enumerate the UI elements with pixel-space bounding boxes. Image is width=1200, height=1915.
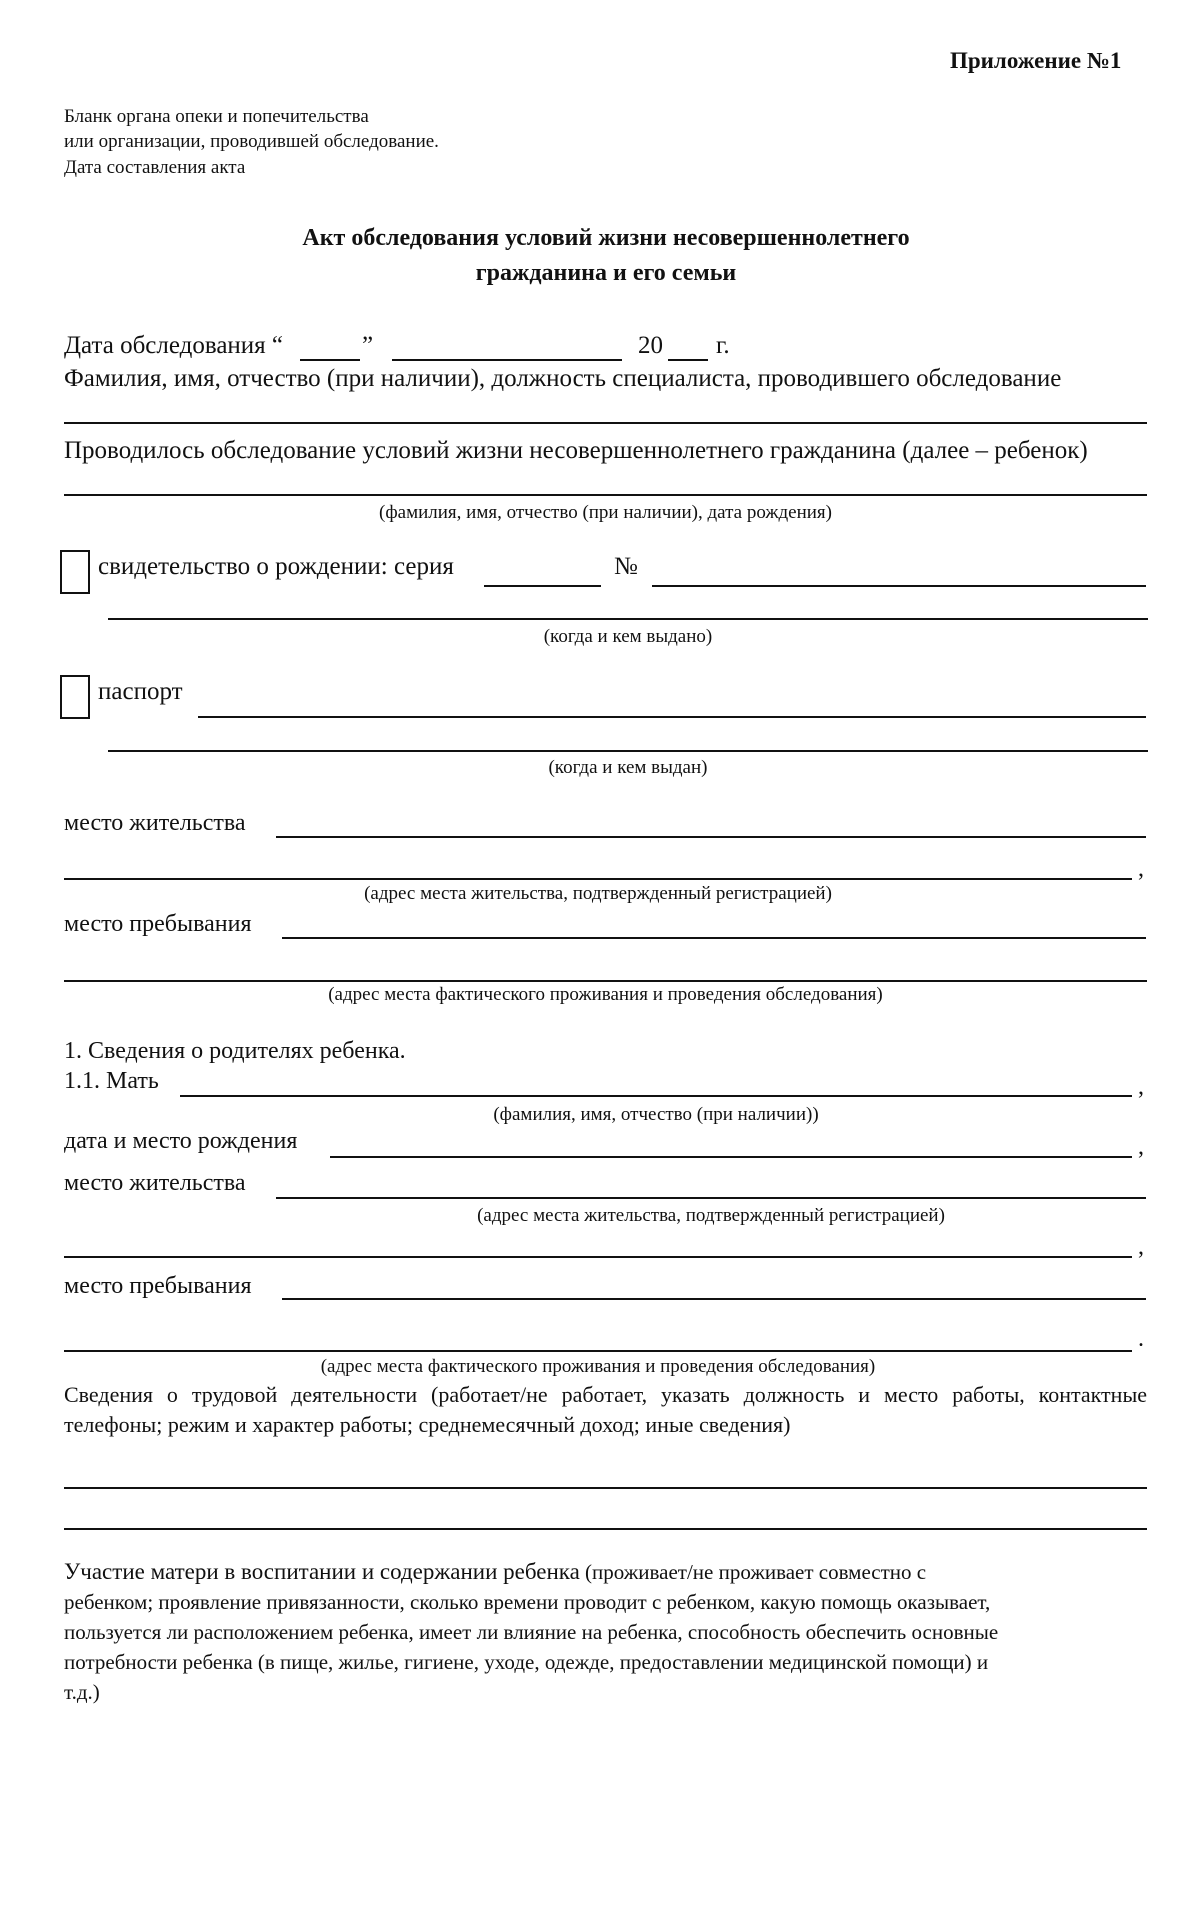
mother-residence-field[interactable] <box>276 1197 1146 1199</box>
passport-field[interactable] <box>198 716 1146 718</box>
residence-comma: , <box>1138 856 1144 882</box>
specialist-label: Фамилия, имя, отчество (при наличии), должность специалиста, проводившего обследование <box>64 365 1062 392</box>
mother-participation-line-5: т.д.) <box>64 1680 100 1704</box>
mother-name-hint: (фамилия, имя, отчество (при наличии)) <box>493 1104 819 1125</box>
document-title-line-2: гражданина и его семьи <box>475 260 737 286</box>
form-note-line-1: Бланк органа опеки и попечительства <box>64 106 369 127</box>
stay-label: место пребывания <box>64 911 252 937</box>
passport-issued-field[interactable] <box>108 750 1148 752</box>
inspection-date-quote-close: ” <box>362 332 374 359</box>
employment-info-text: Сведения о трудовой деятельности (работает/не работает, указать должность и место работы, контактные телефоны; режим и характер работы; среднемесячный доход; иные сведения) <box>64 1382 1147 1437</box>
section-parents-title: 1. Сведения о родителях ребенка. <box>64 1038 406 1064</box>
birth-certificate-number-field[interactable] <box>652 585 1146 587</box>
mother-birth-comma: , <box>1138 1134 1144 1160</box>
mother-residence-label: место жительства <box>64 1170 246 1196</box>
birth-certificate-number-sign: № <box>614 553 638 580</box>
residence-hint: (адрес места жительства, подтвержденный регистрацией) <box>364 883 832 904</box>
mother-birth-field[interactable] <box>330 1156 1132 1158</box>
mother-label: 1.1. Мать <box>64 1068 159 1094</box>
mother-birth-label: дата и место рождения <box>64 1128 298 1154</box>
mother-participation-text <box>64 1557 1147 1707</box>
passport-hint: (когда и кем выдан) <box>548 757 708 778</box>
passport-checkbox[interactable] <box>60 675 90 719</box>
mother-name-field[interactable] <box>180 1095 1132 1097</box>
birth-certificate-issued-field[interactable] <box>108 618 1148 620</box>
child-field[interactable] <box>64 494 1147 496</box>
inspection-date-label: Дата обследования “ <box>64 332 284 359</box>
employment-field-1[interactable] <box>64 1487 1147 1489</box>
mother-residence-field-continued[interactable] <box>64 1256 1132 1258</box>
mother-participation-line-2: ребенком; проявление привязанности, сколько времени проводит с ребенком, какую помощь оказывает, <box>64 1590 991 1614</box>
employment-field-2[interactable] <box>64 1528 1147 1530</box>
stay-field-continued[interactable] <box>64 980 1147 982</box>
inspection-year-field[interactable] <box>668 359 708 361</box>
mother-residence-comma: , <box>1138 1234 1144 1260</box>
mother-stay-field-continued[interactable] <box>64 1350 1132 1352</box>
residence-label: место жительства <box>64 810 246 836</box>
stay-hint: (адрес места фактического проживания и проведения обследования) <box>328 984 883 1005</box>
birth-certificate-series-field[interactable] <box>484 585 601 587</box>
form-note-line-2: или организации, проводившей обследование. <box>64 131 439 152</box>
mother-stay-hint: (адрес места фактического проживания и проведения обследования) <box>320 1356 876 1377</box>
inspection-year-suffix: г. <box>716 332 730 359</box>
inspection-month-field[interactable] <box>392 359 622 361</box>
appendix-label: Приложение №1 <box>950 48 1122 73</box>
document-title-line-1: Акт обследования условий жизни несовершеннолетнего <box>302 225 910 251</box>
inspection-year-prefix: 20 <box>638 332 663 359</box>
mother-residence-hint: (адрес места жительства, подтвержденный регистрацией) <box>477 1205 945 1226</box>
inspection-day-field[interactable] <box>300 359 360 361</box>
birth-certificate-checkbox[interactable] <box>60 550 90 594</box>
passport-label: паспорт <box>98 678 183 705</box>
residence-field-continued[interactable] <box>64 878 1132 880</box>
mother-participation-line-3: пользуется ли расположением ребенка, имеет ли влияние на ребенка, способность обеспечить основные <box>64 1620 999 1644</box>
mother-participation-line-1: (проживает/не проживает совместно с <box>579 1560 927 1584</box>
specialist-field[interactable] <box>64 422 1147 424</box>
child-label: Проводилось обследование условий жизни несовершеннолетнего гражданина (далее – ребенок) <box>64 437 1088 464</box>
mother-participation-line-4: потребности ребенка (в пище, жилье, гигиене, уходе, одежде, предоставлении медицинской помощи) и <box>64 1650 989 1674</box>
stay-field[interactable] <box>282 937 1146 939</box>
form-note-line-3: Дата составления акта <box>64 157 246 178</box>
mother-participation-lead: Участие матери в воспитании и содержании ребенка <box>64 1559 580 1584</box>
child-hint: (фамилия, имя, отчество (при наличии), дата рождения) <box>379 502 832 523</box>
mother-stay-label: место пребывания <box>64 1273 252 1299</box>
mother-stay-period: . <box>1138 1326 1144 1352</box>
birth-certificate-hint: (когда и кем выдано) <box>543 626 713 647</box>
birth-certificate-label: свидетельство о рождении: серия <box>98 553 454 580</box>
mother-stay-field[interactable] <box>282 1298 1146 1300</box>
residence-field[interactable] <box>276 836 1146 838</box>
mother-name-comma: , <box>1138 1074 1144 1100</box>
